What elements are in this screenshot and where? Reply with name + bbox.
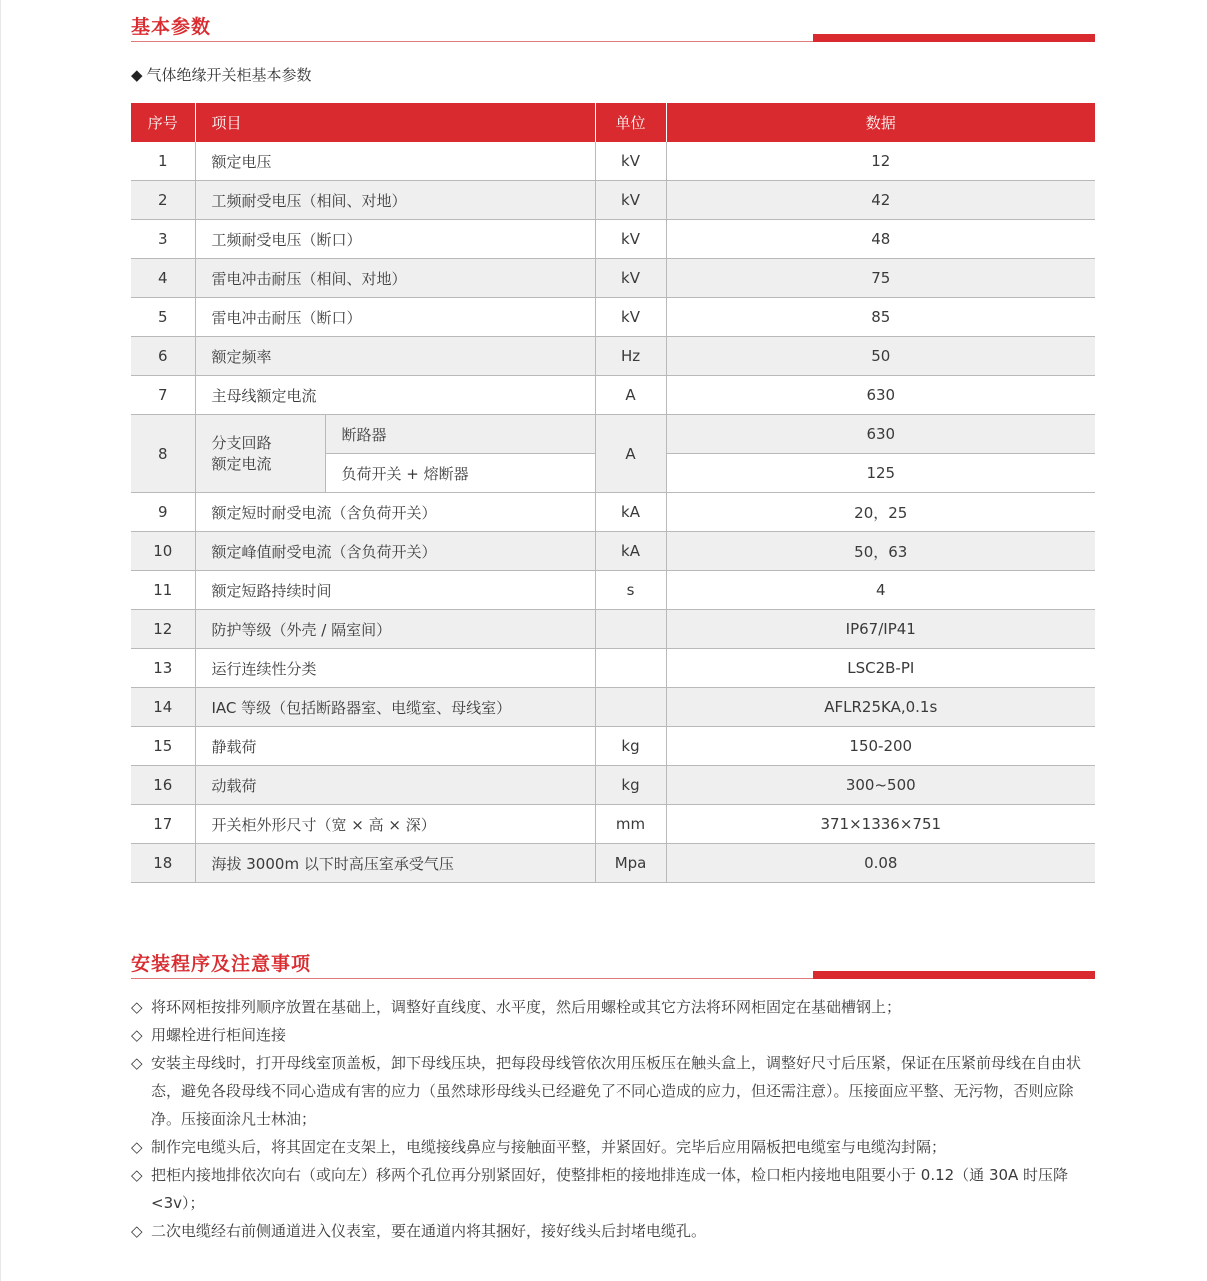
row-value: 50，63 xyxy=(666,532,1095,571)
row-no: 10 xyxy=(131,532,195,571)
table-row xyxy=(131,493,1095,532)
note-text: 制作完电缆头后，将其固定在支架上，电缆接线鼻应与接触面平整，并紧固好。完毕后应用隔板把电缆室与电缆沟封隔； xyxy=(151,1138,947,1156)
row-no: 14 xyxy=(131,688,195,727)
row-unit: kg xyxy=(595,727,666,766)
row-unit: Hz xyxy=(595,337,666,376)
table-row xyxy=(131,571,1095,610)
row-item: 额定短路持续时间 xyxy=(195,571,595,610)
row-item: 额定电压 xyxy=(195,142,595,181)
hollow-diamond-icon: ◇ xyxy=(131,1166,143,1184)
row-item: 工频耐受电压（断口） xyxy=(195,220,595,259)
hollow-diamond-icon: ◇ xyxy=(131,1222,143,1240)
row-subitem: 断路器 xyxy=(325,415,595,454)
row-item: 主母线额定电流 xyxy=(195,376,595,415)
row-item-line: 分支回路 xyxy=(211,433,272,452)
hollow-diamond-icon: ◇ xyxy=(131,998,143,1016)
row-value: 42 xyxy=(666,181,1095,220)
subheading-text: 气体绝缘开关柜基本参数 xyxy=(146,66,312,84)
row-unit xyxy=(595,649,666,688)
row-unit: kV xyxy=(595,220,666,259)
row-no: 4 xyxy=(131,259,195,298)
section-title: 基本参数 xyxy=(131,16,212,38)
row-value: 48 xyxy=(666,220,1095,259)
row-value: 630 xyxy=(666,376,1095,415)
section-header-basic-params xyxy=(131,12,1095,42)
table-row xyxy=(131,142,1095,181)
row-no: 2 xyxy=(131,181,195,220)
list-item xyxy=(131,1217,1095,1245)
note-text: 将环网柜按排列顺序放置在基础上，调整好直线度、水平度，然后用螺栓或其它方法将环网柜固定在基础槽钢上； xyxy=(151,998,902,1016)
table-row xyxy=(131,376,1095,415)
section-title: 安装程序及注意事项 xyxy=(131,953,312,975)
row-item: 工频耐受电压（相间、对地） xyxy=(195,181,595,220)
header-accent-bar xyxy=(813,34,1095,42)
row-value: LSC2B-PI xyxy=(666,649,1095,688)
row-unit xyxy=(595,688,666,727)
row-value: 300~500 xyxy=(666,766,1095,805)
list-item xyxy=(131,1021,1095,1049)
table-row xyxy=(131,298,1095,337)
header-accent-bar xyxy=(813,971,1095,979)
row-value: 125 xyxy=(666,454,1095,493)
table-row xyxy=(131,649,1095,688)
table-row xyxy=(131,220,1095,259)
row-unit: kA xyxy=(595,532,666,571)
row-item: 静载荷 xyxy=(195,727,595,766)
row-unit: kV xyxy=(595,298,666,337)
row-item: 防护等级（外壳 / 隔室间） xyxy=(195,610,595,649)
table-row xyxy=(131,259,1095,298)
row-unit: mm xyxy=(595,805,666,844)
table-row xyxy=(131,415,1095,454)
row-no: 6 xyxy=(131,337,195,376)
row-value: 75 xyxy=(666,259,1095,298)
header-item: 项目 xyxy=(195,103,595,142)
list-item xyxy=(131,1161,1095,1217)
header-no: 序号 xyxy=(131,103,195,142)
note-text: 二次电缆经右前侧通道进入仪表室，要在通道内将其捆好，接好线头后封堵电缆孔。 xyxy=(151,1222,707,1240)
note-text: 安装主母线时，打开母线室顶盖板，卸下母线压块，把每段母线管依次用压板压在触头盒上，调整好尺寸后压紧，保证在压紧前母线在自由状态，避免各段母线不同心造成有害的应力（虽然球形母线头已经避免了不同心造成的应力，但还需注意）。压接面应平整、无污物，否则应除净。压接面涂凡士林油； xyxy=(151,1054,1082,1128)
row-no: 8 xyxy=(131,415,195,493)
row-no: 15 xyxy=(131,727,195,766)
section-header-installation xyxy=(131,949,1095,979)
row-item: 额定峰值耐受电流（含负荷开关） xyxy=(195,532,595,571)
table-subheading xyxy=(131,64,312,85)
row-no: 1 xyxy=(131,142,195,181)
page-edge-line xyxy=(0,0,1,1281)
parameters-table xyxy=(131,103,1095,883)
row-item: 额定频率 xyxy=(195,337,595,376)
list-item xyxy=(131,993,1095,1021)
row-unit: Mpa xyxy=(595,844,666,883)
table-row xyxy=(131,688,1095,727)
row-no: 12 xyxy=(131,610,195,649)
installation-notes-list xyxy=(131,993,1095,1245)
table-row xyxy=(131,727,1095,766)
row-no: 17 xyxy=(131,805,195,844)
row-item: 额定短时耐受电流（含负荷开关） xyxy=(195,493,595,532)
row-no: 7 xyxy=(131,376,195,415)
row-no: 9 xyxy=(131,493,195,532)
row-value: 371×1336×751 xyxy=(666,805,1095,844)
row-item-line: 额定电流 xyxy=(211,454,272,473)
row-no: 16 xyxy=(131,766,195,805)
table-row xyxy=(131,766,1095,805)
row-item: 雷电冲击耐压（断口） xyxy=(195,298,595,337)
diamond-bullet-icon: ◆ xyxy=(131,66,143,84)
list-item xyxy=(131,1133,1095,1161)
row-value: 0.08 xyxy=(666,844,1095,883)
note-text: 用螺栓进行柜间连接 xyxy=(151,1026,287,1044)
hollow-diamond-icon: ◇ xyxy=(131,1026,143,1044)
row-unit: s xyxy=(595,571,666,610)
table-row xyxy=(131,805,1095,844)
row-item: 运行连续性分类 xyxy=(195,649,595,688)
row-unit: kA xyxy=(595,493,666,532)
header-unit: 单位 xyxy=(595,103,666,142)
row-value: 4 xyxy=(666,571,1095,610)
row-value: 12 xyxy=(666,142,1095,181)
row-no: 5 xyxy=(131,298,195,337)
row-item: 开关柜外形尺寸（宽 × 高 × 深） xyxy=(195,805,595,844)
table-row xyxy=(131,610,1095,649)
row-unit xyxy=(595,610,666,649)
table-row xyxy=(131,337,1095,376)
table-row xyxy=(131,532,1095,571)
row-item: 海拔 3000m 以下时高压室承受气压 xyxy=(195,844,595,883)
row-unit: A xyxy=(595,415,666,493)
table-header-row xyxy=(131,103,1095,142)
row-no: 11 xyxy=(131,571,195,610)
hollow-diamond-icon: ◇ xyxy=(131,1054,143,1072)
row-no: 3 xyxy=(131,220,195,259)
row-value: 85 xyxy=(666,298,1095,337)
row-item: 雷电冲击耐压（相间、对地） xyxy=(195,259,595,298)
row-value: 630 xyxy=(666,415,1095,454)
row-value: AFLR25KA,0.1s xyxy=(666,688,1095,727)
hollow-diamond-icon: ◇ xyxy=(131,1138,143,1156)
header-value: 数据 xyxy=(666,103,1095,142)
row-no: 13 xyxy=(131,649,195,688)
row-subitem: 负荷开关 + 熔断器 xyxy=(325,454,595,493)
row-value: 20，25 xyxy=(666,493,1095,532)
row-unit: kV xyxy=(595,181,666,220)
row-unit: kV xyxy=(595,259,666,298)
list-item xyxy=(131,1049,1095,1133)
row-item: 动载荷 xyxy=(195,766,595,805)
row-unit: kg xyxy=(595,766,666,805)
row-item: IAC 等级（包括断路器室、电缆室、母线室） xyxy=(195,688,595,727)
row-unit: A xyxy=(595,376,666,415)
row-value: 50 xyxy=(666,337,1095,376)
row-unit: kV xyxy=(595,142,666,181)
table-row xyxy=(131,844,1095,883)
row-item-branch-current xyxy=(195,415,325,493)
row-value: IP67/IP41 xyxy=(666,610,1095,649)
table-row xyxy=(131,181,1095,220)
row-no: 18 xyxy=(131,844,195,883)
row-value: 150-200 xyxy=(666,727,1095,766)
note-text: 把柜内接地排依次向右（或向左）移两个孔位再分别紧固好，使整排柜的接地排连成一体，检口柜内接地电阻要小于 0.12（通 30A 时压降 <3v）； xyxy=(151,1166,1069,1212)
